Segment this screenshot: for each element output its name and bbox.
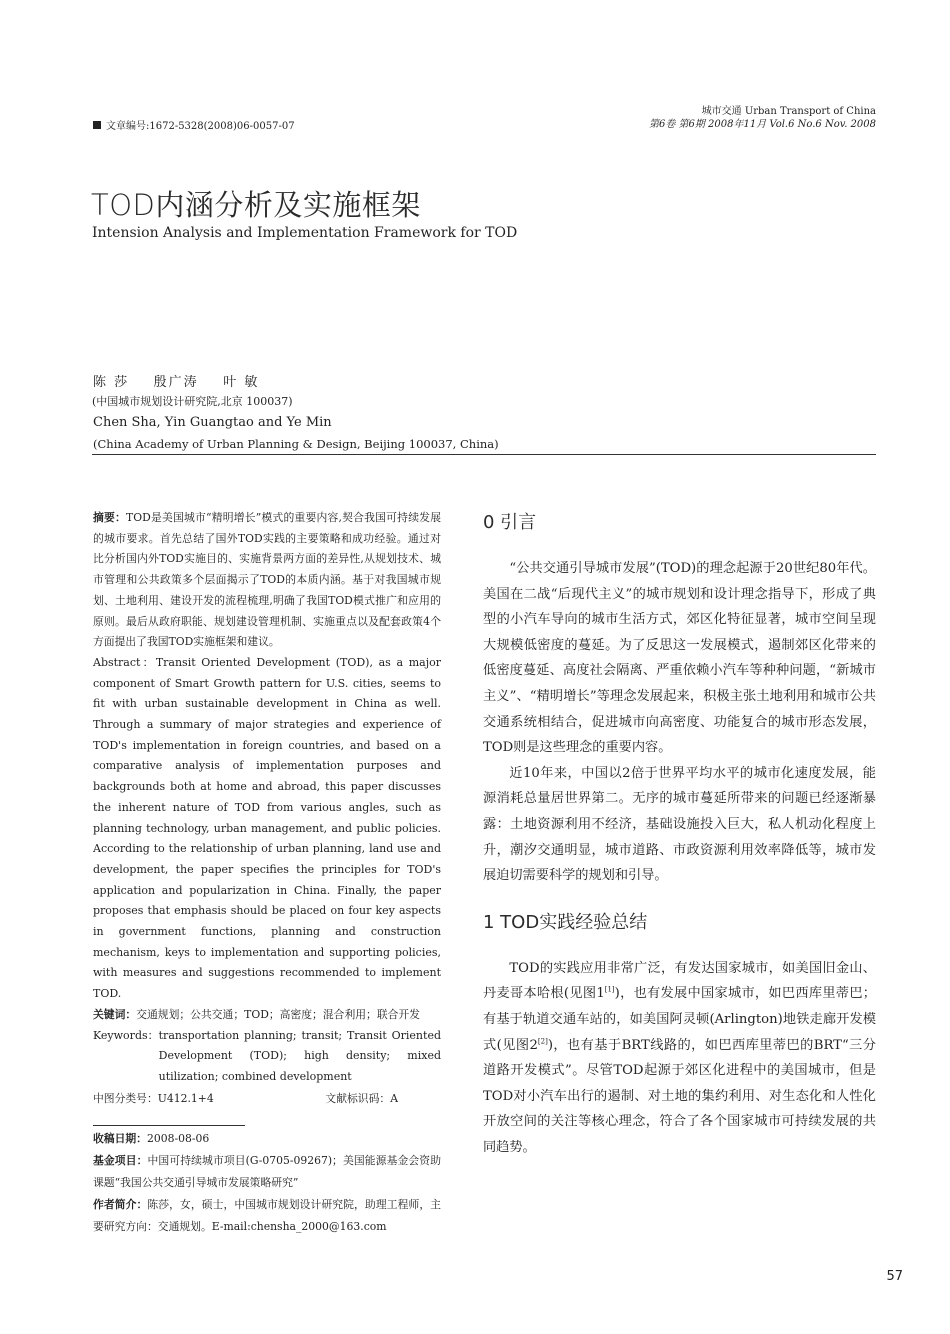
journal-header — [649, 105, 876, 131]
keywords-chinese: 关键词： 交通规划；公共交通；TOD；高密度；混合利用；联合开发 — [93, 1007, 421, 1021]
header-divider — [92, 454, 876, 455]
footnote-divider — [93, 1125, 245, 1126]
authors-chinese: 陈 莎 殷广涛 叶 敏 — [93, 375, 260, 390]
title-english: Intension Analysis and Implementation Framework for TOD — [92, 225, 518, 241]
section-0-heading: 0 引言 — [483, 512, 537, 533]
abstract-english: Abstract：Transit Oriented Development (TOD), as a major component of Smart Growth pattern for U.S. cities, seems to fit with urban sustainable development in China as well. Through a summary of major strategies and experience of TOD's implementation in foreign countries, and based on a comparative analysis of implementation purposes and backgrounds both at home and abroad, this paper discusses the inherent nature of TOD from various angles, such as planning technology, urban management, and public policies. According to the relationship of urban planning, land use and development, the paper specifies the principles for TOD's application and popularization in China. Finally, the paper proposes that emphasis should be placed on four key aspects in government functions, planning and construction mechanism, keys to implementation and supporting policies, with measures and suggestions recommended to implement TOD. — [93, 655, 442, 1001]
section-0-paragraph-2: 近10年来，中国以2倍于世界平均水平的城市化速度发展，能源消耗总量居世界第二。无序的城市蔓延所带来的问题已经逐渐暴露：土地资源利用不经济，基础设施投入巨大，私人机动化程度上升，潮汐交通明显，城市道路、市政资源利用效率降低等，城市发展迫切需要科学的规划和引导。 — [483, 765, 876, 884]
journal-name: 城市交通 Urban Transport of China — [701, 106, 876, 117]
footnotes — [93, 1128, 441, 1238]
citation-ref-2: [2] — [537, 1037, 548, 1046]
section-1-paragraph-1: TOD的实践应用非常广泛，有发达国家城市，如美国旧金山、丹麦哥本哈根(见图1[1])，也有发展中国家城市，如巴西库里蒂巴；有基于轨道交通车站的，如美国阿灵顿(Arlington)地铁走廊开发模式(见图2[2])，也有基于BRT线路的，如巴西库里蒂巴的BRT“三分道路开发模式”。尽管TOD起源于郊区化进程中的美国城市，但是TOD对小汽车出行的遏制、对土地的集约利用、对生态化和人性化开放空间的关注等核心理念，符合了各个国家城市可持续发展的共同趋势。 — [483, 960, 876, 1155]
author-bio: 作者简介：陈莎，女，硕士，中国城市规划设计研究院，助理工程师，主要研究方向：交通规划。E-mail:chensha_2000@163.com — [93, 1198, 442, 1233]
square-bullet-icon — [93, 121, 101, 129]
journal-issue: 第6卷 第6期 2008年11月 Vol.6 No.6 Nov. 2008 — [648, 119, 876, 130]
article-number: 文章编号:1672-5328(2008)06-0057-07 — [93, 117, 295, 132]
affiliation-english: (China Academy of Urban Planning & Design, Beijing 100037, China) — [93, 437, 499, 451]
citation-ref-1: [1] — [604, 985, 615, 994]
abstract-column — [93, 508, 441, 1109]
affiliation-chinese: (中国城市规划设计研究院,北京 100037) — [92, 395, 293, 408]
fund-info: 基金项目：中国可持续城市项目(G-0705-09267)；美国能源基金会资助课题“我国公共交通引导城市发展策略研究” — [93, 1154, 441, 1189]
section-1-heading: 1 TOD实践经验总结 — [483, 911, 648, 933]
section-0-paragraph-1: “公共交通引导城市发展”(TOD)的理念起源于20世纪80年代。美国在二战“后现代主义”的城市规划和设计理念指导下，形成了典型的小汽车导向的城市生活方式，郊区化特征显著，城市空间呈现大规模低密度的蔓延。为了反思这一发展模式，遏制郊区化带来的低密度蔓延、高度社会隔离、严重依赖小汽车等种种问题，“新城市主义”、“精明增长”等理念发展起来，积极主张土地利用和城市公共交通系统相结合，促进城市向高密度、功能复合的城市形态发展，TOD则是这些理念的重要内容。 — [483, 561, 876, 756]
abstract-chinese: 摘要：TOD是美国城市“精明增长”模式的重要内容,契合我国可持续发展的城市要求。首先总结了国外TOD实践的主要策略和成功经验。通过对比分析国内外TOD实施目的、实施背景两方面的差异性,从规划技术、城市管理和公共政策多个层面揭示了TOD的本质内涵。基于对我国城市规划、土地利用、建设开发的流程梳理,明确了我国TOD模式推广和应用的原则。最后从政府职能、规划建设管理机制、实施重点以及配套政策4个方面提出了我国TOD实施框架和建议。 — [93, 511, 442, 649]
page-number: 57 — [886, 1269, 903, 1284]
authors-english: Chen Sha, Yin Guangtao and Ye Min — [93, 415, 332, 430]
body-column — [483, 506, 876, 1160]
classification-row — [93, 1089, 398, 1110]
doc-code: 文献标识码：A — [325, 1091, 398, 1105]
title-chinese: TOD内涵分析及实施框架 — [91, 188, 421, 222]
clc-code: 中图分类号：U412.1+4 — [93, 1091, 214, 1105]
received-date: 收稿日期：2008-08-06 — [93, 1132, 210, 1145]
keywords-english: Keywords： transportation planning; transit; Transit Oriented Development (TOD); high density; mixed utilization; combined development — [93, 1028, 441, 1083]
